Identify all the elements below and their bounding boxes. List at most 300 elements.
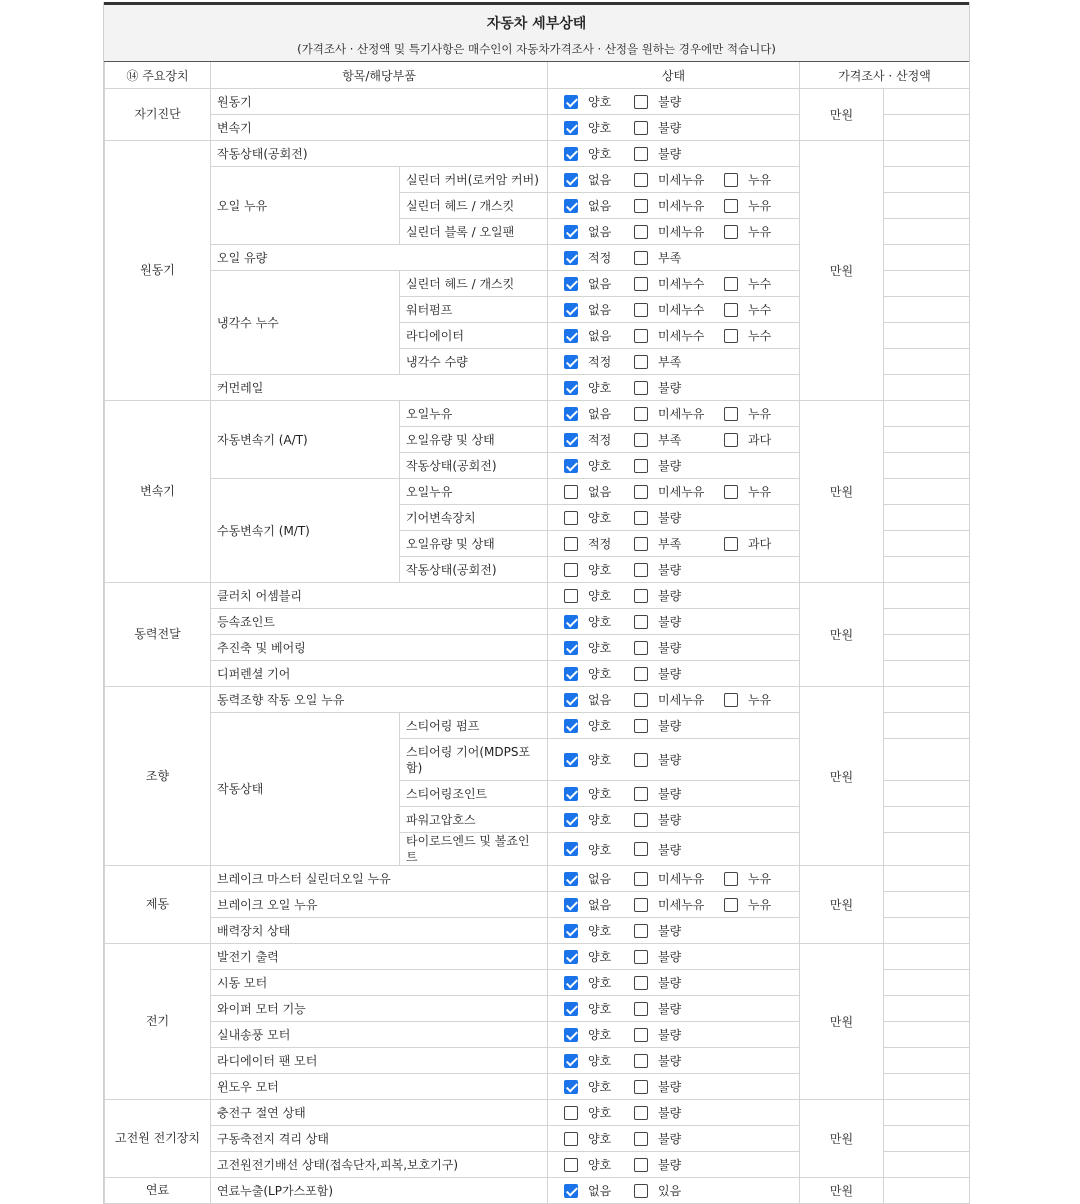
option-label: 누유 — [748, 693, 772, 707]
state-option[interactable] — [564, 93, 624, 110]
state-option[interactable] — [634, 785, 706, 802]
state-option[interactable] — [564, 483, 624, 500]
checked-checkbox-icon[interactable] — [564, 615, 578, 629]
state-option[interactable] — [634, 327, 706, 344]
checked-checkbox-icon[interactable] — [564, 173, 578, 187]
unchecked-checkbox-icon[interactable] — [634, 898, 648, 912]
unchecked-checkbox-icon[interactable] — [724, 872, 738, 886]
price-input-cell[interactable] — [884, 297, 970, 323]
checked-checkbox-icon[interactable] — [564, 1184, 578, 1198]
option-label: 불량 — [658, 459, 682, 473]
price-input-cell[interactable] — [884, 219, 970, 245]
unchecked-checkbox-icon[interactable] — [724, 225, 738, 239]
state-option[interactable] — [564, 1104, 624, 1121]
unchecked-checkbox-icon[interactable] — [634, 1184, 648, 1198]
state-option[interactable] — [634, 587, 706, 604]
sub-item-name: 스티어링 펌프 — [400, 713, 548, 739]
price-input-cell[interactable] — [884, 892, 970, 918]
price-input-cell[interactable] — [884, 375, 970, 401]
unchecked-checkbox-icon[interactable] — [724, 329, 738, 343]
unchecked-checkbox-icon[interactable] — [634, 407, 648, 421]
price-input-cell[interactable] — [884, 661, 970, 687]
state-option[interactable] — [634, 483, 706, 500]
state-cell — [548, 531, 800, 557]
item-name: 오일 유량 — [211, 245, 548, 271]
section-name: 변속기 — [105, 401, 211, 583]
state-option[interactable] — [564, 119, 624, 136]
checked-checkbox-icon[interactable] — [564, 277, 578, 291]
sub-item-name: 파워고압호스 — [400, 807, 548, 833]
item-name: 브레이크 마스터 실린더오일 누유 — [211, 866, 548, 892]
state-option[interactable] — [634, 1026, 706, 1043]
unchecked-checkbox-icon[interactable] — [564, 563, 578, 577]
option-label: 부족 — [658, 433, 682, 447]
checked-checkbox-icon[interactable] — [564, 813, 578, 827]
price-input-cell[interactable] — [884, 167, 970, 193]
sub-item-name: 작동상태(공회전) — [400, 557, 548, 583]
checked-checkbox-icon[interactable] — [564, 753, 578, 767]
price-input-cell[interactable] — [884, 89, 970, 115]
state-option[interactable] — [564, 948, 624, 965]
unchecked-checkbox-icon[interactable] — [564, 537, 578, 551]
state-option[interactable] — [634, 353, 706, 370]
state-option[interactable] — [564, 751, 624, 768]
unchecked-checkbox-icon[interactable] — [634, 147, 648, 161]
state-option[interactable] — [634, 145, 706, 162]
state-option[interactable] — [564, 405, 624, 422]
state-option[interactable] — [634, 665, 706, 682]
price-unit: 만원 — [800, 866, 884, 944]
price-input-cell[interactable] — [884, 1126, 970, 1152]
state-option[interactable] — [634, 948, 706, 965]
checked-checkbox-icon[interactable] — [564, 225, 578, 239]
price-input-cell[interactable] — [884, 193, 970, 219]
state-option[interactable] — [564, 1078, 624, 1095]
price-input-cell[interactable] — [884, 635, 970, 661]
state-option[interactable] — [564, 457, 624, 474]
checked-checkbox-icon[interactable] — [564, 251, 578, 265]
state-option[interactable] — [724, 483, 771, 500]
checked-checkbox-icon[interactable] — [564, 787, 578, 801]
item-name: 실내송풍 모터 — [211, 1022, 548, 1048]
unchecked-checkbox-icon[interactable] — [634, 641, 648, 655]
unchecked-checkbox-icon[interactable] — [634, 787, 648, 801]
price-unit: 만원 — [800, 1100, 884, 1178]
state-option[interactable] — [564, 275, 624, 292]
item-name: 연료누출(LP가스포함) — [211, 1178, 548, 1204]
unchecked-checkbox-icon[interactable] — [634, 1158, 648, 1172]
page-title: 자동차 세부상태 — [486, 16, 587, 32]
price-input-cell[interactable] — [884, 401, 970, 427]
state-option[interactable] — [564, 1052, 624, 1069]
unchecked-checkbox-icon[interactable] — [634, 537, 648, 551]
checked-checkbox-icon[interactable] — [564, 121, 578, 135]
unchecked-checkbox-icon[interactable] — [634, 1054, 648, 1068]
state-option[interactable] — [564, 301, 624, 318]
checked-checkbox-icon[interactable] — [564, 95, 578, 109]
unchecked-checkbox-icon[interactable] — [634, 1106, 648, 1120]
price-unit: 만원 — [800, 944, 884, 1100]
unchecked-checkbox-icon[interactable] — [634, 121, 648, 135]
unchecked-checkbox-icon[interactable] — [634, 485, 648, 499]
state-option[interactable] — [634, 717, 706, 734]
unchecked-checkbox-icon[interactable] — [634, 924, 648, 938]
state-option[interactable] — [564, 353, 624, 370]
state-option[interactable] — [564, 509, 624, 526]
unchecked-checkbox-icon[interactable] — [634, 950, 648, 964]
price-input-cell[interactable] — [884, 245, 970, 271]
price-input-cell[interactable] — [884, 713, 970, 739]
state-option[interactable] — [564, 1000, 624, 1017]
state-option[interactable] — [634, 841, 706, 858]
col-header-state: 상태 — [548, 62, 800, 89]
price-input-cell[interactable] — [884, 141, 970, 167]
state-option[interactable] — [634, 301, 706, 318]
unchecked-checkbox-icon[interactable] — [634, 589, 648, 603]
checked-checkbox-icon[interactable] — [564, 147, 578, 161]
state-option[interactable] — [634, 457, 706, 474]
option-label: 미세누유 — [658, 199, 705, 213]
checked-checkbox-icon[interactable] — [564, 1028, 578, 1042]
state-option[interactable] — [634, 171, 706, 188]
state-option[interactable] — [564, 717, 624, 734]
item-name: 와이퍼 모터 기능 — [211, 996, 548, 1022]
unchecked-checkbox-icon[interactable] — [724, 433, 738, 447]
option-label: 양호 — [588, 381, 612, 395]
price-input-cell[interactable] — [884, 996, 970, 1022]
price-input-cell[interactable] — [884, 505, 970, 531]
state-cell — [548, 89, 800, 115]
checked-checkbox-icon[interactable] — [564, 433, 578, 447]
page-subtitle: (가격조사 · 산정액 및 특기사항은 매수인이 자동차가격조사 · 산정을 원하는 경우에만 적습니다) — [297, 42, 776, 56]
price-input-cell[interactable] — [884, 453, 970, 479]
unchecked-checkbox-icon[interactable] — [724, 277, 738, 291]
unchecked-checkbox-icon[interactable] — [634, 719, 648, 733]
state-option[interactable] — [564, 1156, 624, 1173]
state-option[interactable] — [724, 275, 771, 292]
state-option[interactable] — [724, 431, 771, 448]
price-unit: 만원 — [800, 1178, 884, 1204]
state-option[interactable] — [634, 974, 706, 991]
price-input-cell[interactable] — [884, 807, 970, 833]
state-option[interactable] — [564, 691, 624, 708]
price-input-cell[interactable] — [884, 1152, 970, 1178]
price-input-cell[interactable] — [884, 479, 970, 505]
state-option[interactable] — [634, 405, 706, 422]
option-label: 불량 — [658, 589, 682, 603]
state-option[interactable] — [564, 896, 624, 913]
item-name: 디퍼렌셜 기어 — [211, 661, 548, 687]
state-option[interactable] — [634, 275, 706, 292]
unchecked-checkbox-icon[interactable] — [634, 225, 648, 239]
unchecked-checkbox-icon[interactable] — [724, 898, 738, 912]
unchecked-checkbox-icon[interactable] — [634, 173, 648, 187]
checked-checkbox-icon[interactable] — [564, 199, 578, 213]
price-input-cell[interactable] — [884, 1178, 970, 1204]
option-label: 불량 — [658, 753, 682, 767]
unchecked-checkbox-icon[interactable] — [724, 199, 738, 213]
price-input-cell[interactable] — [884, 115, 970, 141]
item-name: 윈도우 모터 — [211, 1074, 548, 1100]
state-cell — [548, 661, 800, 687]
option-label: 양호 — [588, 719, 612, 733]
unchecked-checkbox-icon[interactable] — [634, 303, 648, 317]
option-label: 불량 — [658, 976, 682, 990]
unchecked-checkbox-icon[interactable] — [634, 355, 648, 369]
state-option[interactable] — [564, 922, 624, 939]
checked-checkbox-icon[interactable] — [564, 924, 578, 938]
checked-checkbox-icon[interactable] — [564, 976, 578, 990]
checked-checkbox-icon[interactable] — [564, 459, 578, 473]
item-name: 구동축전지 격리 상태 — [211, 1126, 548, 1152]
state-option[interactable] — [564, 974, 624, 991]
state-option[interactable] — [634, 1052, 706, 1069]
state-option[interactable] — [564, 561, 624, 578]
checked-checkbox-icon[interactable] — [564, 667, 578, 681]
state-option[interactable] — [564, 665, 624, 682]
option-label: 양호 — [588, 950, 612, 964]
state-option[interactable] — [564, 535, 624, 552]
state-option[interactable] — [564, 223, 624, 240]
option-label: 미세누유 — [658, 173, 705, 187]
unchecked-checkbox-icon[interactable] — [564, 485, 578, 499]
unchecked-checkbox-icon[interactable] — [634, 615, 648, 629]
state-option[interactable] — [634, 896, 706, 913]
checked-checkbox-icon[interactable] — [564, 872, 578, 886]
state-option[interactable] — [564, 613, 624, 630]
price-input-cell[interactable] — [884, 609, 970, 635]
state-option[interactable] — [634, 751, 706, 768]
state-option[interactable] — [564, 1130, 624, 1147]
unchecked-checkbox-icon[interactable] — [634, 872, 648, 886]
state-cell — [548, 687, 800, 713]
state-option[interactable] — [634, 1156, 706, 1173]
state-option[interactable] — [724, 327, 771, 344]
unchecked-checkbox-icon[interactable] — [564, 1106, 578, 1120]
price-input-cell[interactable] — [884, 833, 970, 866]
option-label: 없음 — [588, 199, 612, 213]
state-option[interactable] — [564, 811, 624, 828]
unchecked-checkbox-icon[interactable] — [724, 303, 738, 317]
price-input-cell[interactable] — [884, 427, 970, 453]
state-option[interactable] — [634, 922, 706, 939]
price-input-cell[interactable] — [884, 918, 970, 944]
sheet-header — [104, 2, 969, 62]
option-label: 미세누유 — [658, 872, 705, 886]
unchecked-checkbox-icon[interactable] — [564, 1132, 578, 1146]
unchecked-checkbox-icon[interactable] — [634, 277, 648, 291]
table-row — [105, 141, 970, 167]
checked-checkbox-icon[interactable] — [564, 641, 578, 655]
option-label: 없음 — [588, 225, 612, 239]
unchecked-checkbox-icon[interactable] — [634, 511, 648, 525]
state-option[interactable] — [724, 405, 771, 422]
price-input-cell[interactable] — [884, 531, 970, 557]
state-option[interactable] — [634, 561, 706, 578]
unchecked-checkbox-icon[interactable] — [724, 407, 738, 421]
unchecked-checkbox-icon[interactable] — [634, 753, 648, 767]
col-header-price: 가격조사 · 산정액 — [800, 62, 970, 89]
option-label: 불량 — [658, 1054, 682, 1068]
price-input-cell[interactable] — [884, 944, 970, 970]
state-cell — [548, 115, 800, 141]
unchecked-checkbox-icon[interactable] — [634, 667, 648, 681]
option-label: 미세누유 — [658, 693, 705, 707]
checked-checkbox-icon[interactable] — [564, 381, 578, 395]
checked-checkbox-icon[interactable] — [564, 329, 578, 343]
state-option[interactable] — [634, 93, 706, 110]
state-option[interactable] — [564, 639, 624, 656]
state-option[interactable] — [564, 249, 624, 266]
unchecked-checkbox-icon[interactable] — [634, 976, 648, 990]
price-input-cell[interactable] — [884, 583, 970, 609]
unchecked-checkbox-icon[interactable] — [724, 173, 738, 187]
unchecked-checkbox-icon[interactable] — [724, 485, 738, 499]
unchecked-checkbox-icon[interactable] — [634, 1028, 648, 1042]
state-option[interactable] — [634, 1104, 706, 1121]
checked-checkbox-icon[interactable] — [564, 950, 578, 964]
state-option[interactable] — [564, 785, 624, 802]
checked-checkbox-icon[interactable] — [564, 303, 578, 317]
option-label: 없음 — [588, 303, 612, 317]
price-input-cell[interactable] — [884, 739, 970, 781]
state-option[interactable] — [634, 119, 706, 136]
price-input-cell[interactable] — [884, 866, 970, 892]
state-cell — [548, 1048, 800, 1074]
price-input-cell[interactable] — [884, 323, 970, 349]
state-option[interactable] — [634, 1078, 706, 1095]
option-label: 불량 — [658, 641, 682, 655]
state-option[interactable] — [724, 896, 771, 913]
item-name: 추진축 및 베어링 — [211, 635, 548, 661]
price-input-cell[interactable] — [884, 1048, 970, 1074]
checked-checkbox-icon[interactable] — [564, 1002, 578, 1016]
state-option[interactable] — [564, 379, 624, 396]
col-header-main: ⑭ 주요장치 — [105, 62, 211, 89]
option-label: 양호 — [588, 1028, 612, 1042]
price-input-cell[interactable] — [884, 1022, 970, 1048]
section-name: 동력전달 — [105, 583, 211, 687]
state-cell — [548, 713, 800, 739]
state-option[interactable] — [634, 509, 706, 526]
price-input-cell[interactable] — [884, 781, 970, 807]
state-option[interactable] — [634, 535, 706, 552]
state-cell — [548, 323, 800, 349]
unchecked-checkbox-icon[interactable] — [634, 693, 648, 707]
option-label: 양호 — [588, 1132, 612, 1146]
unchecked-checkbox-icon[interactable] — [634, 95, 648, 109]
sub-item-name: 냉각수 수량 — [400, 349, 548, 375]
state-option[interactable] — [564, 870, 624, 887]
option-label: 양호 — [588, 753, 612, 767]
state-option[interactable] — [634, 223, 706, 240]
state-option[interactable] — [634, 613, 706, 630]
state-option[interactable] — [634, 1130, 706, 1147]
unchecked-checkbox-icon[interactable] — [634, 251, 648, 265]
state-option[interactable] — [564, 197, 624, 214]
state-option[interactable] — [634, 1000, 706, 1017]
state-option[interactable] — [724, 171, 771, 188]
price-input-cell[interactable] — [884, 687, 970, 713]
unchecked-checkbox-icon[interactable] — [564, 589, 578, 603]
unchecked-checkbox-icon[interactable] — [724, 693, 738, 707]
price-input-cell[interactable] — [884, 271, 970, 297]
unchecked-checkbox-icon[interactable] — [634, 459, 648, 473]
state-option[interactable] — [634, 1182, 706, 1199]
price-unit: 만원 — [800, 89, 884, 141]
price-input-cell[interactable] — [884, 1100, 970, 1126]
price-input-cell[interactable] — [884, 349, 970, 375]
unchecked-checkbox-icon[interactable] — [634, 199, 648, 213]
state-option[interactable] — [634, 379, 706, 396]
checked-checkbox-icon[interactable] — [564, 719, 578, 733]
option-label: 불량 — [658, 147, 682, 161]
state-option[interactable] — [564, 327, 624, 344]
state-option[interactable] — [564, 171, 624, 188]
unchecked-checkbox-icon[interactable] — [634, 433, 648, 447]
checked-checkbox-icon[interactable] — [564, 1054, 578, 1068]
unchecked-checkbox-icon[interactable] — [634, 329, 648, 343]
state-option[interactable] — [724, 870, 771, 887]
state-option[interactable] — [634, 870, 706, 887]
unchecked-checkbox-icon[interactable] — [634, 381, 648, 395]
checked-checkbox-icon[interactable] — [564, 898, 578, 912]
checked-checkbox-icon[interactable] — [564, 693, 578, 707]
state-option[interactable] — [564, 1026, 624, 1043]
state-option[interactable] — [724, 301, 771, 318]
state-option[interactable] — [724, 691, 771, 708]
checked-checkbox-icon[interactable] — [564, 407, 578, 421]
state-option[interactable] — [564, 145, 624, 162]
unchecked-checkbox-icon[interactable] — [634, 1002, 648, 1016]
checked-checkbox-icon[interactable] — [564, 1080, 578, 1094]
option-label: 부족 — [658, 537, 682, 551]
state-option[interactable] — [724, 223, 771, 240]
state-option[interactable] — [564, 431, 624, 448]
checked-checkbox-icon[interactable] — [564, 355, 578, 369]
unchecked-checkbox-icon[interactable] — [634, 842, 648, 856]
unchecked-checkbox-icon[interactable] — [564, 1158, 578, 1172]
price-input-cell[interactable] — [884, 970, 970, 996]
checked-checkbox-icon[interactable] — [564, 842, 578, 856]
unchecked-checkbox-icon[interactable] — [564, 511, 578, 525]
option-label: 없음 — [588, 898, 612, 912]
unchecked-checkbox-icon[interactable] — [634, 813, 648, 827]
state-option[interactable] — [724, 197, 771, 214]
state-option[interactable] — [634, 197, 706, 214]
option-label: 적정 — [588, 251, 612, 265]
option-label: 양호 — [588, 842, 612, 857]
unchecked-checkbox-icon[interactable] — [634, 563, 648, 577]
state-option[interactable] — [724, 535, 771, 552]
state-option[interactable] — [564, 1182, 624, 1199]
state-option[interactable] — [634, 811, 706, 828]
unchecked-checkbox-icon[interactable] — [634, 1080, 648, 1094]
unchecked-checkbox-icon[interactable] — [634, 1132, 648, 1146]
state-option[interactable] — [634, 431, 706, 448]
state-cell — [548, 996, 800, 1022]
price-input-cell[interactable] — [884, 1074, 970, 1100]
state-option[interactable] — [634, 639, 706, 656]
state-option[interactable] — [564, 841, 624, 858]
option-label: 불량 — [658, 1106, 682, 1120]
state-option[interactable] — [634, 691, 706, 708]
option-label: 누유 — [748, 225, 772, 239]
state-option[interactable] — [564, 587, 624, 604]
unchecked-checkbox-icon[interactable] — [724, 537, 738, 551]
price-input-cell[interactable] — [884, 557, 970, 583]
state-option[interactable] — [634, 249, 706, 266]
